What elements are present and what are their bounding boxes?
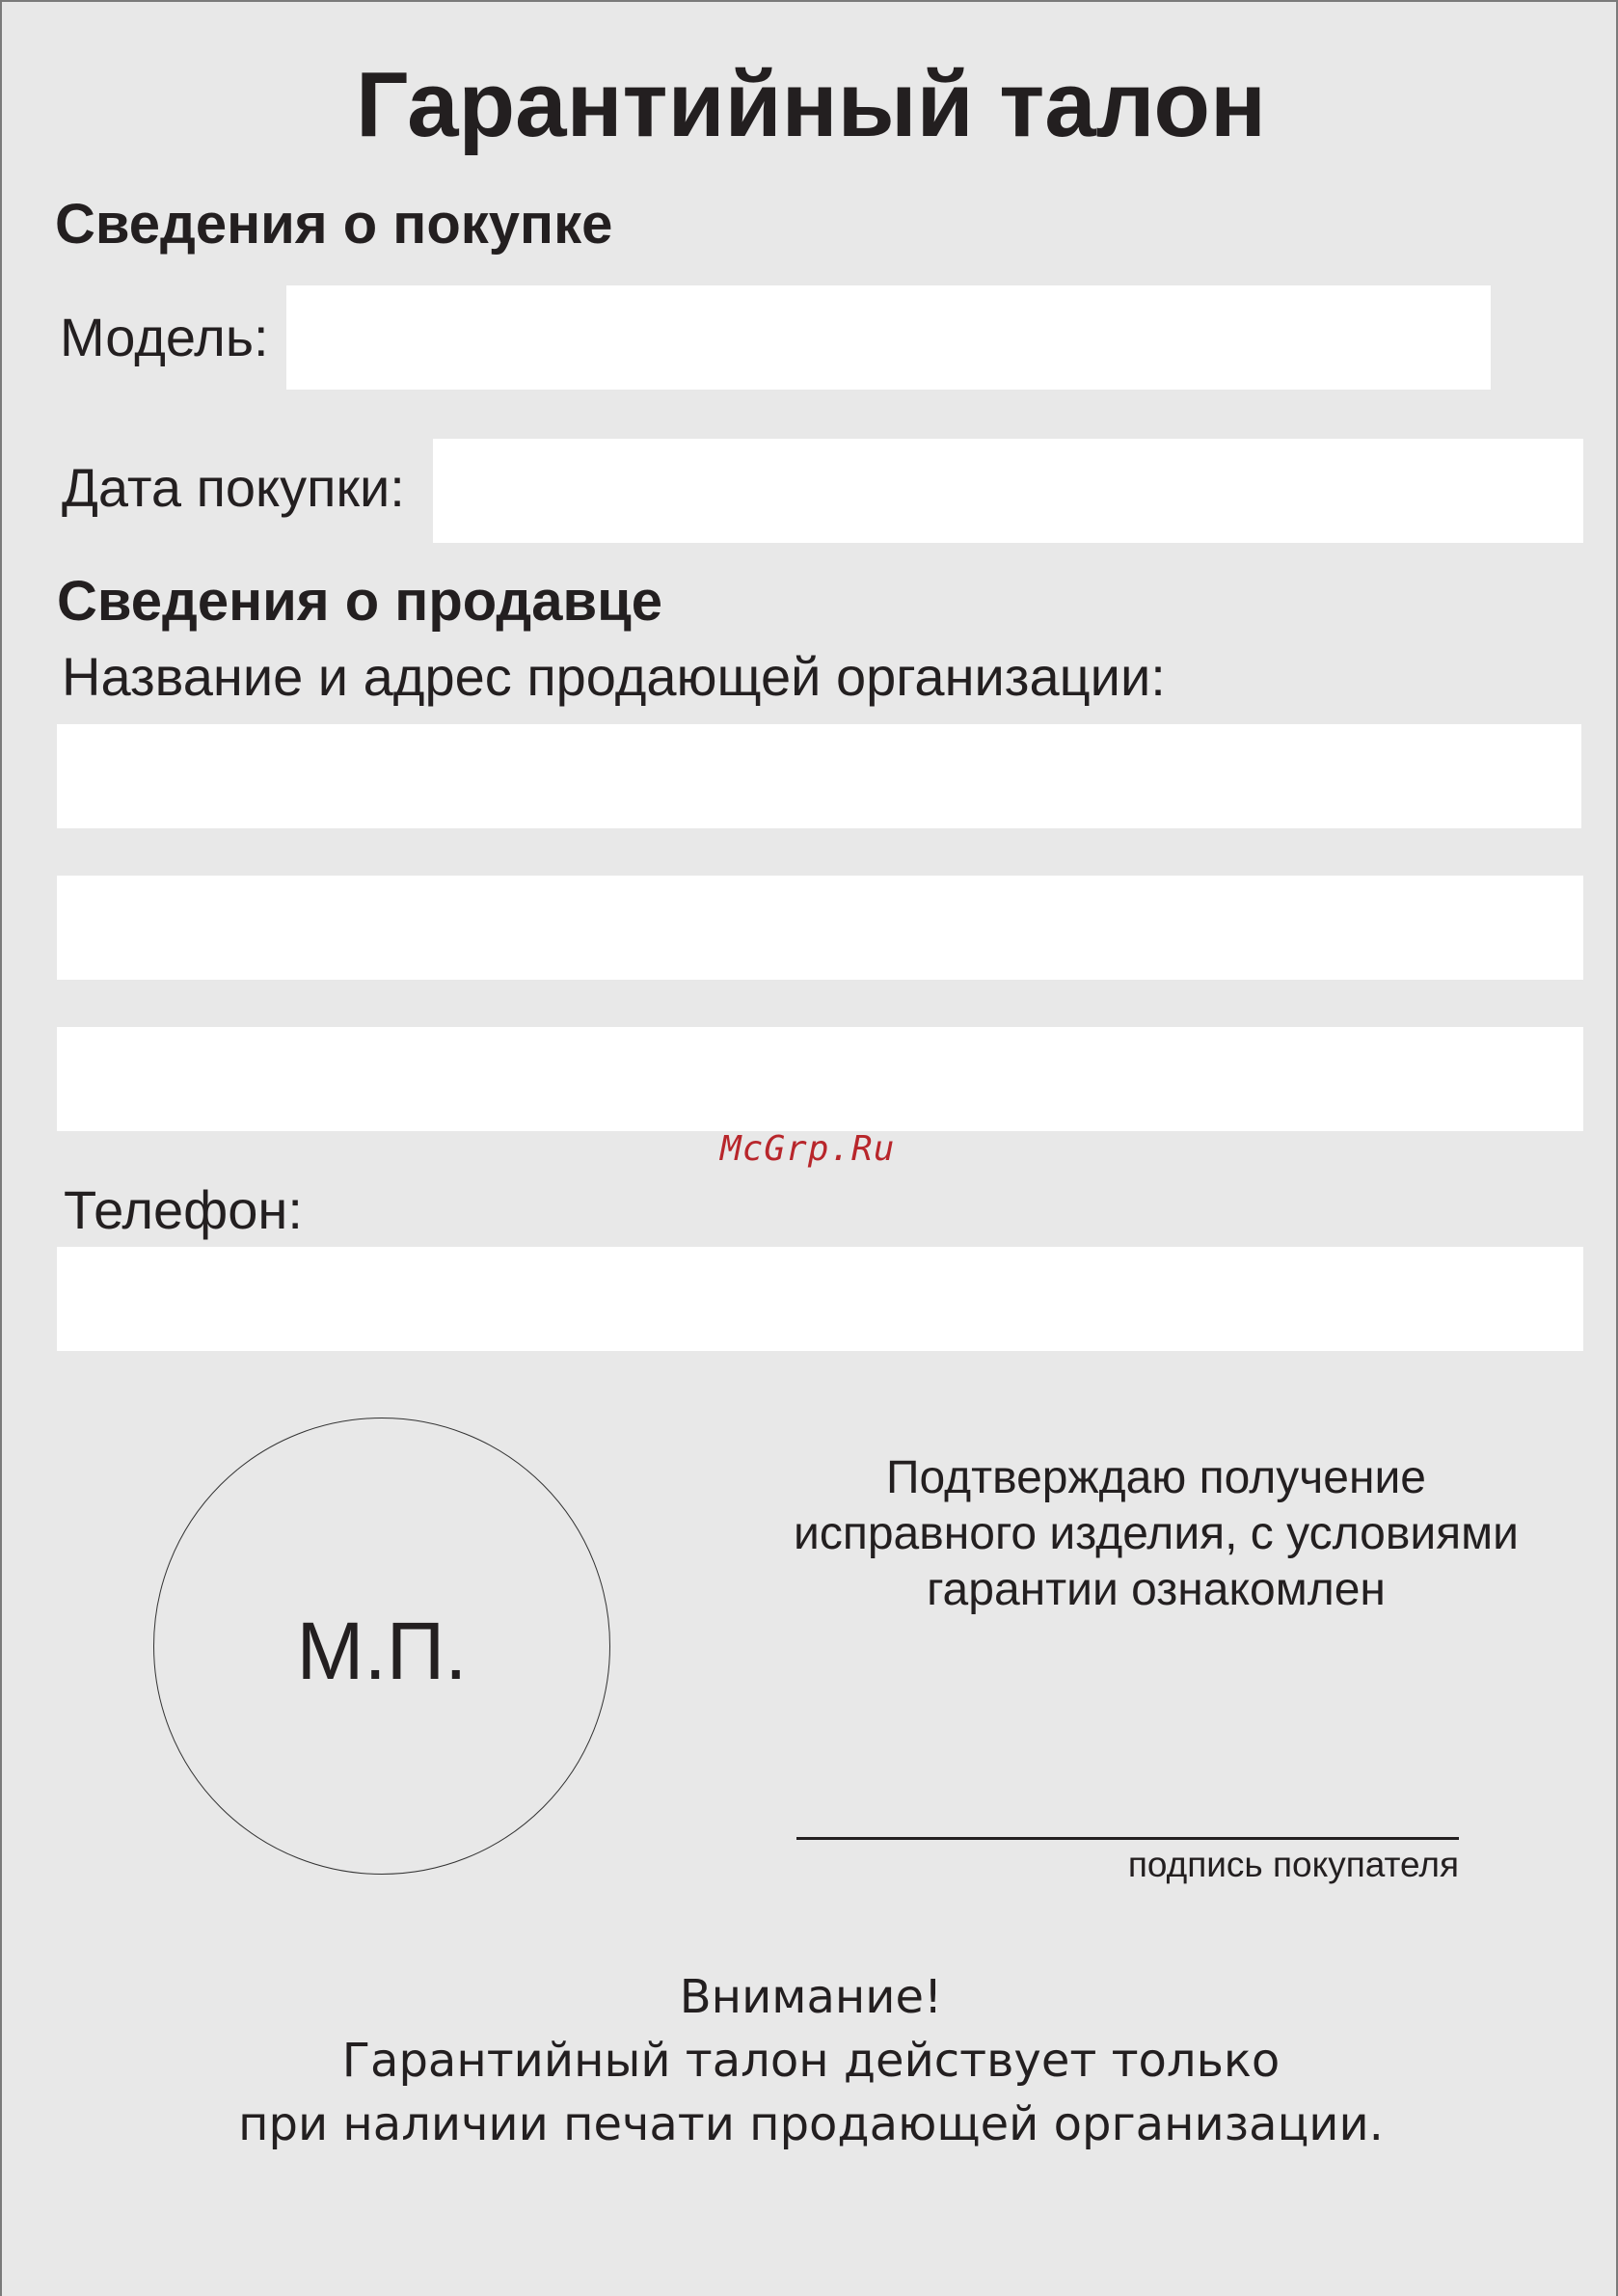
notice-line-2: Гарантийный талон действует только xyxy=(341,2034,1281,2088)
seller-org-field-line-2[interactable] xyxy=(57,876,1583,980)
confirmation-line-1: Подтверждаю получение xyxy=(886,1452,1426,1503)
watermark: McGrp.Ru xyxy=(720,1129,896,1169)
purchase-section-heading: Сведения о покупке xyxy=(55,193,613,256)
signature-caption: подпись покупателя xyxy=(1127,1845,1459,1884)
seller-org-field-line-3[interactable] xyxy=(57,1027,1583,1131)
signature-line[interactable] xyxy=(796,1837,1459,1840)
model-label: Модель: xyxy=(60,307,269,367)
notice-text xyxy=(2,1965,1618,2156)
seller-org-field-line-1[interactable] xyxy=(57,724,1581,828)
purchase-date-field[interactable] xyxy=(433,439,1583,543)
seller-org-label: Название и адрес продающей организации: xyxy=(62,646,1166,707)
notice-line-1: Внимание! xyxy=(679,1970,943,2024)
page-title: Гарантийный талон xyxy=(355,53,1266,156)
confirmation-text xyxy=(744,1450,1568,1618)
confirmation-line-3: гарантии ознакомлен xyxy=(927,1564,1386,1615)
stamp-circle xyxy=(153,1418,610,1875)
purchase-date-label: Дата покупки: xyxy=(62,457,405,518)
phone-label: Телефон: xyxy=(64,1179,303,1240)
seller-section-heading: Сведения о продавце xyxy=(57,570,663,633)
model-field[interactable] xyxy=(286,285,1491,390)
stamp-label: М.П. xyxy=(296,1606,468,1696)
confirmation-line-2: исправного изделия, с условиями xyxy=(794,1508,1519,1559)
phone-field[interactable] xyxy=(57,1247,1583,1351)
notice-line-3: при наличии печати продающей организации. xyxy=(238,2097,1384,2151)
